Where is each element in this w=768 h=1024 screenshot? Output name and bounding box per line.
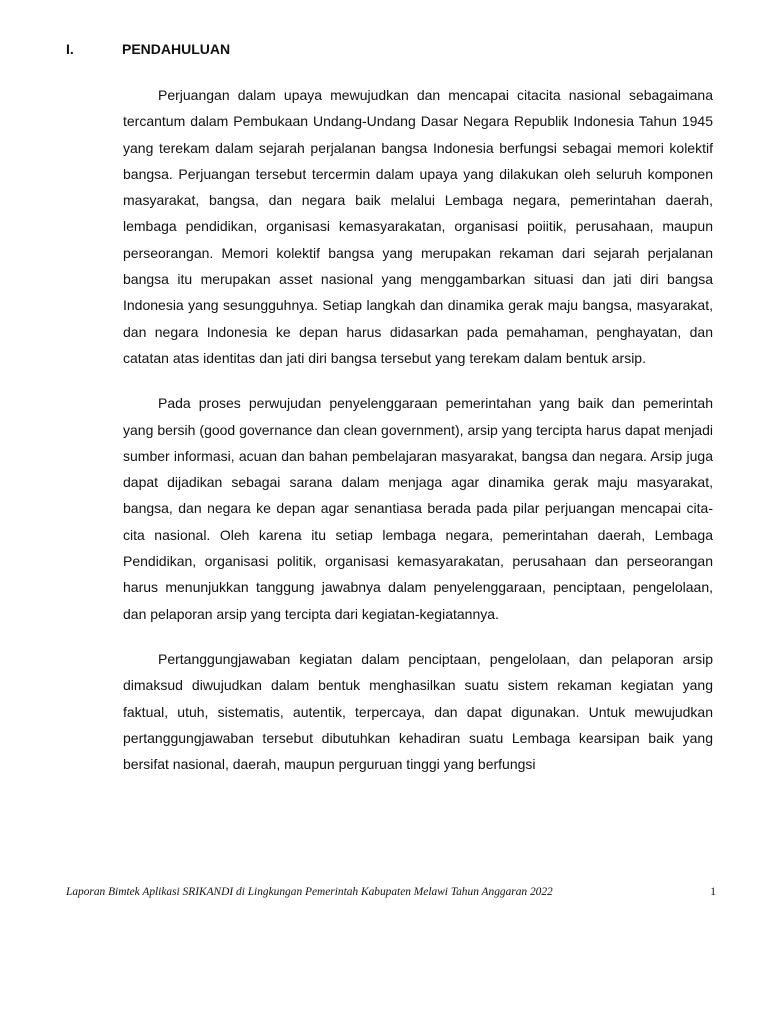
page-footer — [66, 884, 716, 900]
paragraph-1: Perjuangan dalam upaya mewujudkan dan mencapai citacita nasional sebagaimana tercantum dalam Pembukaan Undang-Undang Dasar Negara Republik Indonesia Tahun 1945 yang terekam dalam sejarah perjalanan bangsa Indonesia berfungsi sebagai memori kolektif bangsa. Perjuangan tersebut tercermin dalam upaya yang dilakukan oleh seluruh komponen masyarakat, bangsa, dan negara baik melalui Lembaga negara, pemerintahan daerah, lembaga pendidikan, organisasi kemasyarakatan, organisasi poiitik, perusahaan, maupun perseorangan. Memori kolektif bangsa yang merupakan rekaman dari sejarah perjalanan bangsa itu merupakan asset nasional yang menggambarkan situasi dan jati diri bangsa Indonesia yang sesungguhnya. Setiap langkah dan dinamika gerak maju bangsa, masyarakat, dan negara Indonesia ke depan harus didasarkan pada pemahaman, penghayatan, dan catatan atas identitas dan jati diri bangsa tersebut yang terekam dalam bentuk arsip. — [123, 87, 713, 366]
paragraph-3: Pertanggungjawaban kegiatan dalam penciptaan, pengelolaan, dan pelaporan arsip dimaksud diwujudkan dalam bentuk menghasilkan suatu sistem rekaman kegiatan yang faktual, utuh, sistematis, autentik, terpercaya, dan dapat digunakan. Untuk mewujudkan pertanggungjawaban tersebut dibutuhkan kehadiran suatu Lembaga kearsipan baik yang bersifat nasional, daerah, maupun perguruan tinggi yang berfungsi — [123, 650, 713, 773]
section-heading — [66, 40, 230, 58]
page-number: 1 — [710, 886, 716, 898]
body-text — [123, 82, 713, 796]
section-title: PENDAHULUAN — [122, 41, 231, 57]
footer-text: Laporan Bimtek Aplikasi SRIKANDI di Lingkungan Pemerintah Kabupaten Melawi Tahun Anggaran 2022 — [66, 886, 553, 898]
section-number: I. — [66, 41, 74, 57]
paragraph-2: Pada proses perwujudan penyelenggaraan pemerintahan yang baik dan pemerintah yang bersih (good governance dan clean government), arsip yang tercipta harus dapat menjadi sumber informasi, acuan dan bahan pembelajaran masyarakat, bangsa dan negara. Arsip juga dapat dijadikan sebagai sarana dalam menjaga agar dinamika gerak maju masyarakat, bangsa, dan negara ke depan agar senantiasa berada pada pilar perjuangan mencapai cita-cita nasional. Oleh karena itu setiap lembaga negara, pemerintahan daerah, Lembaga Pendidikan, organisasi politik, organisasi kemasyarakatan, perusahaan dan perseorangan harus menunjukkan tanggung jawabnya dalam penyelenggaraan, penciptaan, pengelolaan, dan pelaporan arsip yang tercipta dari kegiatan-kegiatannya. — [123, 395, 713, 622]
